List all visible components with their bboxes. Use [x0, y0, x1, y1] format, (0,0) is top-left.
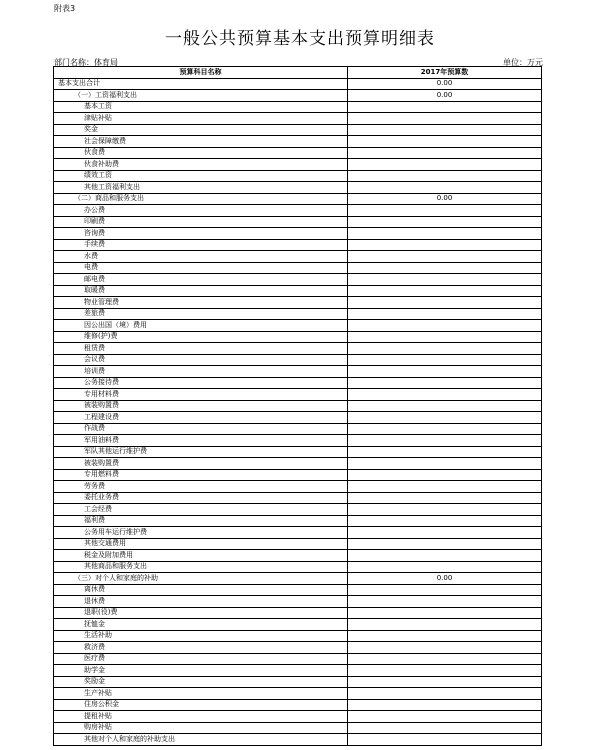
row-item-name: 取暖费	[54, 285, 348, 297]
row-amount	[348, 239, 542, 251]
row-item-name: 物业管理费	[54, 297, 348, 309]
row-item-name: 军用油料费	[54, 435, 348, 447]
row-item-name: 军队其他运行维护费	[54, 446, 348, 458]
row-amount	[348, 366, 542, 378]
table-row	[54, 423, 542, 435]
row-amount	[348, 711, 542, 723]
attachment-label: 附表3	[54, 4, 76, 13]
row-item-name: 手续费	[54, 239, 348, 251]
row-item-name: 工程建设费	[54, 412, 348, 424]
row-amount	[348, 469, 542, 481]
row-item-name: 助学金	[54, 665, 348, 677]
table-row	[54, 734, 542, 746]
row-item-name: 印刷费	[54, 216, 348, 228]
row-amount	[348, 113, 542, 125]
row-item-name: 因公出国（境）费用	[54, 320, 348, 332]
row-item-name: 医疗费	[54, 653, 348, 665]
row-item-name: 生产补贴	[54, 688, 348, 700]
table-row	[54, 527, 542, 539]
row-item-name: 离休费	[54, 584, 348, 596]
row-item-name: 津贴补贴	[54, 113, 348, 125]
table-row	[54, 642, 542, 654]
table-row	[54, 297, 542, 309]
row-item-name: 被装购置费	[54, 458, 348, 470]
row-item-name: 委托业务费	[54, 492, 348, 504]
row-amount	[348, 584, 542, 596]
table-row	[54, 101, 542, 113]
row-item-name: 社会保障缴费	[54, 136, 348, 148]
row-amount	[348, 343, 542, 355]
row-item-name: 伙食费	[54, 147, 348, 159]
row-amount	[348, 653, 542, 665]
row-item-name: 维修(护)费	[54, 331, 348, 343]
table-row	[54, 435, 542, 447]
table-row	[54, 584, 542, 596]
table-row	[54, 458, 542, 470]
row-item-name: 奖金	[54, 124, 348, 136]
row-amount	[348, 527, 542, 539]
table-row	[54, 446, 542, 458]
row-amount	[348, 492, 542, 504]
row-item-name: 公务接待费	[54, 377, 348, 389]
row-item-name: 其他工资福利支出	[54, 182, 348, 194]
row-amount	[348, 147, 542, 159]
row-item-name: （二）商品和服务支出	[54, 193, 348, 205]
table-row	[54, 412, 542, 424]
row-amount	[348, 734, 542, 746]
row-amount	[348, 561, 542, 573]
row-item-name: 伙食补助费	[54, 159, 348, 171]
row-item-name: 其他商品和服务支出	[54, 561, 348, 573]
column-header-amount: 2017年预算数	[348, 67, 542, 79]
table-row	[54, 308, 542, 320]
row-amount	[348, 550, 542, 562]
table-row	[54, 504, 542, 516]
row-amount	[348, 170, 542, 182]
row-amount	[348, 101, 542, 113]
row-amount	[348, 274, 542, 286]
table-row	[54, 354, 542, 366]
row-item-name: 其他交通费用	[54, 538, 348, 550]
row-amount	[348, 400, 542, 412]
row-item-name: 退休费	[54, 596, 348, 608]
row-item-name: 税金及附加费用	[54, 550, 348, 562]
table-row	[54, 515, 542, 527]
row-amount	[348, 642, 542, 654]
row-amount	[348, 136, 542, 148]
row-amount	[348, 607, 542, 619]
row-item-name: 住房公积金	[54, 699, 348, 711]
budget-table	[53, 66, 542, 746]
table-row	[54, 688, 542, 700]
row-amount: 0.00	[348, 78, 542, 90]
table-row	[54, 619, 542, 631]
table-row	[54, 596, 542, 608]
table-row	[54, 159, 542, 171]
row-amount	[348, 504, 542, 516]
row-amount	[348, 354, 542, 366]
row-item-name: 专用材料费	[54, 389, 348, 401]
row-item-name: 福利费	[54, 515, 348, 527]
row-item-name: 工会经费	[54, 504, 348, 516]
row-amount	[348, 458, 542, 470]
row-item-name: 办公费	[54, 205, 348, 217]
table-row	[54, 216, 542, 228]
table-row	[54, 538, 542, 550]
row-item-name: 培训费	[54, 366, 348, 378]
table-row	[54, 561, 542, 573]
table-row	[54, 630, 542, 642]
table-row	[54, 481, 542, 493]
table-row	[54, 400, 542, 412]
table-row	[54, 550, 542, 562]
row-amount	[348, 688, 542, 700]
table-body	[54, 78, 542, 745]
table-header-row	[54, 67, 542, 79]
row-item-name: 劳务费	[54, 481, 348, 493]
table-row	[54, 320, 542, 332]
row-amount	[348, 262, 542, 274]
table-row	[54, 469, 542, 481]
row-amount	[348, 722, 542, 734]
row-amount	[348, 699, 542, 711]
row-amount	[348, 320, 542, 332]
table-row	[54, 377, 542, 389]
table-row	[54, 573, 542, 585]
table-row	[54, 124, 542, 136]
table-row	[54, 722, 542, 734]
unit-label: 单位：万元	[503, 58, 543, 67]
row-amount	[348, 331, 542, 343]
table-row	[54, 699, 542, 711]
row-item-name: 其他对个人和家庭的补助支出	[54, 734, 348, 746]
row-amount	[348, 481, 542, 493]
row-amount	[348, 297, 542, 309]
table-row	[54, 147, 542, 159]
row-item-name: 购房补贴	[54, 722, 348, 734]
row-item-name: 作战费	[54, 423, 348, 435]
row-item-name: 基本支出合计	[54, 78, 348, 90]
row-item-name: （三）对个人和家庭的补助	[54, 573, 348, 585]
table-row	[54, 274, 542, 286]
table-row	[54, 665, 542, 677]
row-amount	[348, 596, 542, 608]
row-item-name: （一）工资福利支出	[54, 90, 348, 102]
table-row	[54, 607, 542, 619]
department-name: 部门名称：体育局	[54, 58, 118, 67]
row-item-name: 被装购置费	[54, 400, 348, 412]
row-amount	[348, 389, 542, 401]
row-item-name: 电费	[54, 262, 348, 274]
row-amount	[348, 446, 542, 458]
table-row	[54, 676, 542, 688]
table-row	[54, 136, 542, 148]
row-item-name: 生活补助	[54, 630, 348, 642]
row-amount	[348, 435, 542, 447]
row-amount	[348, 285, 542, 297]
row-item-name: 租赁费	[54, 343, 348, 355]
row-item-name: 提租补贴	[54, 711, 348, 723]
table-row	[54, 182, 542, 194]
page-title: 一般公共预算基本支出预算明细表	[165, 29, 435, 49]
row-item-name: 基本工资	[54, 101, 348, 113]
table-row	[54, 711, 542, 723]
table-row	[54, 366, 542, 378]
row-amount	[348, 308, 542, 320]
table-row	[54, 90, 542, 102]
table-row	[54, 170, 542, 182]
row-item-name: 绩效工资	[54, 170, 348, 182]
row-amount: 0.00	[348, 573, 542, 585]
row-amount: 0.00	[348, 193, 542, 205]
row-item-name: 专用燃料费	[54, 469, 348, 481]
row-item-name: 会议费	[54, 354, 348, 366]
row-amount	[348, 676, 542, 688]
row-amount	[348, 124, 542, 136]
table-row	[54, 205, 542, 217]
row-amount	[348, 423, 542, 435]
table-row	[54, 78, 542, 90]
table-row	[54, 492, 542, 504]
row-amount	[348, 159, 542, 171]
row-amount: 0.00	[348, 90, 542, 102]
row-item-name: 退职(役)费	[54, 607, 348, 619]
row-amount	[348, 216, 542, 228]
table-row	[54, 193, 542, 205]
table-row	[54, 251, 542, 263]
row-amount	[348, 538, 542, 550]
row-amount	[348, 228, 542, 240]
table-row	[54, 113, 542, 125]
column-header-item: 预算科目名称	[54, 67, 348, 79]
table-row	[54, 331, 542, 343]
row-amount	[348, 205, 542, 217]
table-row	[54, 653, 542, 665]
row-item-name: 水费	[54, 251, 348, 263]
row-amount	[348, 515, 542, 527]
row-amount	[348, 377, 542, 389]
row-item-name: 邮电费	[54, 274, 348, 286]
table-row	[54, 389, 542, 401]
row-amount	[348, 182, 542, 194]
row-item-name: 救济费	[54, 642, 348, 654]
row-item-name: 差旅费	[54, 308, 348, 320]
table-row	[54, 285, 542, 297]
table-row	[54, 343, 542, 355]
row-item-name: 奖励金	[54, 676, 348, 688]
row-item-name: 抚恤金	[54, 619, 348, 631]
row-item-name: 咨询费	[54, 228, 348, 240]
table-row	[54, 239, 542, 251]
row-amount	[348, 619, 542, 631]
row-amount	[348, 251, 542, 263]
table-row	[54, 262, 542, 274]
row-amount	[348, 630, 542, 642]
row-amount	[348, 665, 542, 677]
table-row	[54, 228, 542, 240]
row-item-name: 公务用车运行维护费	[54, 527, 348, 539]
row-amount	[348, 412, 542, 424]
